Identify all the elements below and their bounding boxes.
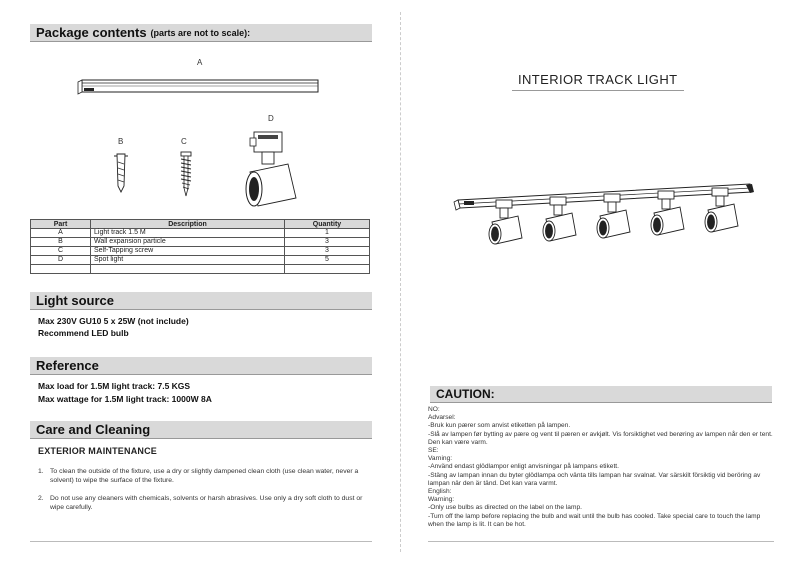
- left-bottom-rule: [30, 541, 372, 542]
- parts-table: [30, 219, 370, 274]
- caution-line: NO:: [428, 406, 440, 413]
- column-header-quantity: Quantity: [285, 220, 370, 229]
- wall-plug-drawing: [108, 152, 134, 194]
- list-item: [38, 494, 368, 512]
- reference-line-1: Max load for 1.5M light track: 7.5 KGS: [38, 381, 191, 391]
- light-source-title: Light source: [36, 293, 115, 308]
- exterior-maintenance-heading: EXTERIOR MAINTENANCE: [38, 446, 158, 456]
- cell-part: C: [31, 247, 91, 256]
- column-header-description: Description: [91, 220, 285, 229]
- part-label-a: A: [197, 58, 203, 67]
- cell-description: Self-Tapping screw: [91, 247, 285, 256]
- spot-light-drawing: [240, 126, 302, 208]
- caution-line: Advarsel:: [428, 414, 456, 422]
- caution-header: [430, 386, 772, 403]
- cell-quantity: 3: [285, 247, 370, 256]
- caution-line: -Only use bulbs as directed on the label on the lamp.: [428, 504, 582, 512]
- cell-part: D: [31, 256, 91, 265]
- part-label-d: D: [268, 114, 274, 123]
- cell-description: Spot light: [91, 256, 285, 265]
- cell-part: A: [31, 229, 91, 238]
- light-source-header: [30, 292, 372, 310]
- caution-line: Warning:: [428, 496, 455, 504]
- table-row: [31, 238, 370, 247]
- package-contents-note: (parts are not to scale):: [150, 27, 251, 38]
- cell-description: Wall expansion particle: [91, 238, 285, 247]
- caution-line: English:: [428, 488, 452, 496]
- table-row: [31, 247, 370, 256]
- care-cleaning-header: [30, 421, 372, 439]
- caution-line: SE:: [428, 447, 439, 455]
- package-contents-title: Package contents: [36, 25, 147, 40]
- cell-quantity: 5: [285, 256, 370, 265]
- caution-text: [428, 406, 776, 529]
- list-item-number: 1.: [38, 468, 44, 475]
- right-bottom-rule: [428, 541, 774, 542]
- light-source-line-2: Recommend LED bulb: [38, 328, 129, 338]
- list-item-number: 2.: [38, 495, 44, 502]
- caution-line: -Slå av lampen før bytting av pære og vent til pæren er avkjølt. Vis forsiktighet ved berøring av lampen når den er tent. Den kan være varm.: [428, 430, 773, 446]
- caution-line: -Stäng av lampan innan du byter glödlampa och vänta tills lampan har svalnat. Var särskilt försiktig vid beröring av lampan när den är tänd. Det kan vara varmt.: [428, 471, 761, 487]
- track-light-illustration: [440, 180, 770, 260]
- light-source-line-1: Max 230V GU10 5 x 25W (not include): [38, 316, 189, 326]
- reference-line-2: Max wattage for 1.5M light track: 1000W 8A: [38, 394, 212, 404]
- column-header-part: Part: [31, 220, 91, 229]
- list-item-text: To clean the outside of the fixture, use a dry or slightly dampened clean cloth (use clean water, never a solvent) to wipe the surface of the fixture.: [50, 468, 359, 484]
- table-row-empty: [31, 265, 370, 274]
- right-page: [400, 0, 800, 565]
- caution-title: CAUTION:: [436, 387, 495, 401]
- caution-line: Varning:: [428, 455, 453, 463]
- cell-part: B: [31, 238, 91, 247]
- cell-quantity: 3: [285, 238, 370, 247]
- reference-header: [30, 357, 372, 375]
- package-contents-header: [30, 24, 372, 42]
- cover-title-rule: [512, 90, 684, 91]
- light-track-drawing: [78, 76, 323, 98]
- part-label-b: B: [118, 137, 124, 146]
- list-item-text: Do not use any cleaners with chemicals, solvents or harsh abrasives. Use only a dry soft cloth to dust or wipe carefully.: [50, 495, 363, 511]
- cover-title: INTERIOR TRACK LIGHT: [518, 72, 678, 87]
- care-cleaning-title: Care and Cleaning: [36, 422, 151, 437]
- caution-line: -Turn off the lamp before replacing the bulb and wait until the bulb has cooled. Take special care to touch the lamp when the lamp is lit. It can be hot.: [428, 512, 761, 528]
- table-row: [31, 256, 370, 265]
- reference-title: Reference: [36, 358, 99, 373]
- cell-description: Light track 1.5 M: [91, 229, 285, 238]
- list-item: [38, 467, 368, 485]
- table-row: [31, 229, 370, 238]
- parts-table-header-row: [31, 220, 370, 229]
- cell-quantity: 1: [285, 229, 370, 238]
- caution-line: -Bruk kun pærer som anvist etiketten på lampen.: [428, 422, 571, 430]
- screw-drawing: [174, 150, 198, 198]
- caution-line: -Använd endast glödlampor enligt anvisningar på lampans etikett.: [428, 463, 619, 471]
- part-label-c: C: [181, 137, 187, 146]
